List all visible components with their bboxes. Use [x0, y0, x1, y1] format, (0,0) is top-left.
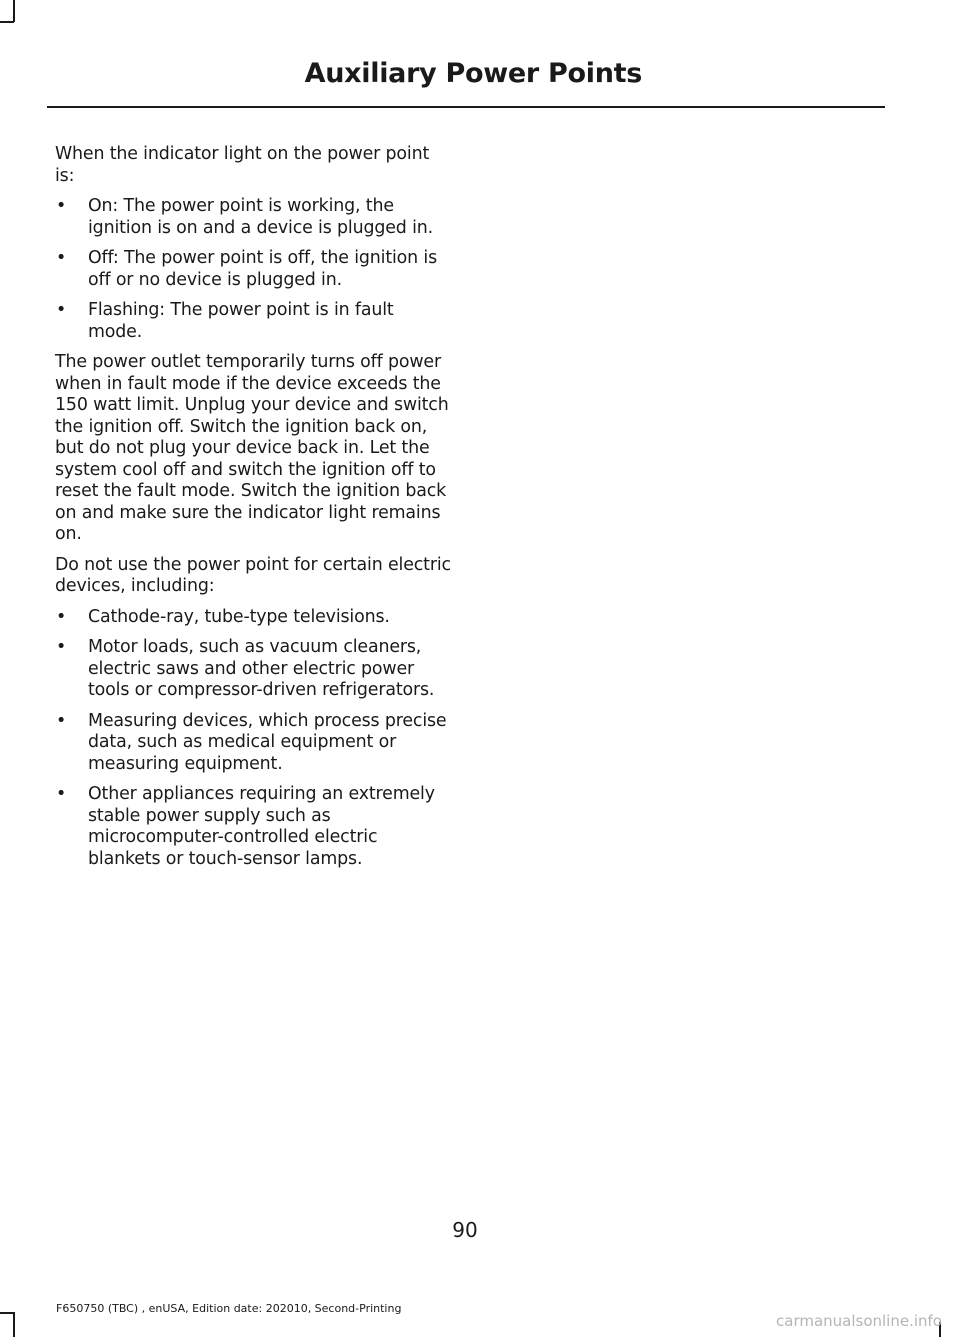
list-item-text: Other appliances requiring an extremely stable power supply such as microcomputer-controlled electric blankets or touch-sensor lamps. — [88, 784, 435, 869]
crop-mark-top-left-horizontal — [0, 21, 14, 23]
bullet: • — [56, 196, 67, 216]
watermark: carmanualsonline.info — [776, 1312, 942, 1330]
indicator-intro: When the indicator light on the power point is: — [55, 144, 430, 186]
bullet: • — [56, 710, 67, 731]
excluded-device-list — [55, 607, 451, 871]
edition-footer: F650750 (TBC) , enUSA, Edition date: 202010, Second-Printing — [56, 1302, 402, 1315]
list-item — [55, 711, 451, 776]
list-item — [55, 196, 451, 239]
list-item-text: Measuring devices, which process precise data, such as medical equipment or measuring equipment. — [88, 710, 447, 774]
fault-mode-paragraph: The power outlet temporarily turns off power when in fault mode if the device exceeds the 150 watt limit. Unplug your device and switch the ignition off. Switch the ignition back on, but do not plug your device back in. Let the system cool off and switch the ignition off to reset the fault mode. Switch the ignition back on and make sure the indicator light remains on. — [55, 352, 449, 544]
title-divider — [47, 106, 885, 108]
bullet: • — [56, 637, 67, 657]
main-column — [55, 144, 451, 879]
indicator-state-list — [55, 196, 451, 343]
list-item — [55, 637, 451, 702]
list-item — [55, 248, 451, 291]
list-item — [55, 300, 451, 343]
list-item — [55, 784, 451, 870]
list-item-text: Motor loads, such as vacuum cleaners, electric saws and other electric power tools or compressor-driven refrigerators. — [88, 637, 435, 700]
list-item-text: On: The power point is working, the ignition is on and a device is plugged in. — [88, 196, 433, 238]
bullet: • — [56, 300, 67, 320]
crop-mark-bottom-left-vertical — [13, 1312, 15, 1337]
bullet: • — [56, 784, 67, 804]
device-warning-intro: Do not use the power point for certain electric devices, including: — [55, 554, 451, 596]
page-number: 90 — [452, 1218, 478, 1242]
crop-mark-top-left-vertical — [13, 0, 15, 22]
list-item-text: Cathode-ray, tube-type televisions. — [88, 606, 390, 627]
list-item-text: Off: The power point is off, the ignition is off or no device is plugged in. — [88, 248, 438, 290]
crop-mark-bottom-left-horizontal — [0, 1312, 14, 1314]
list-item-text: Flashing: The power point is in fault mode. — [88, 300, 394, 342]
list-item — [55, 607, 451, 629]
bullet: • — [56, 248, 67, 268]
bullet: • — [56, 606, 67, 627]
page-title: Auxiliary Power Points — [304, 58, 642, 89]
